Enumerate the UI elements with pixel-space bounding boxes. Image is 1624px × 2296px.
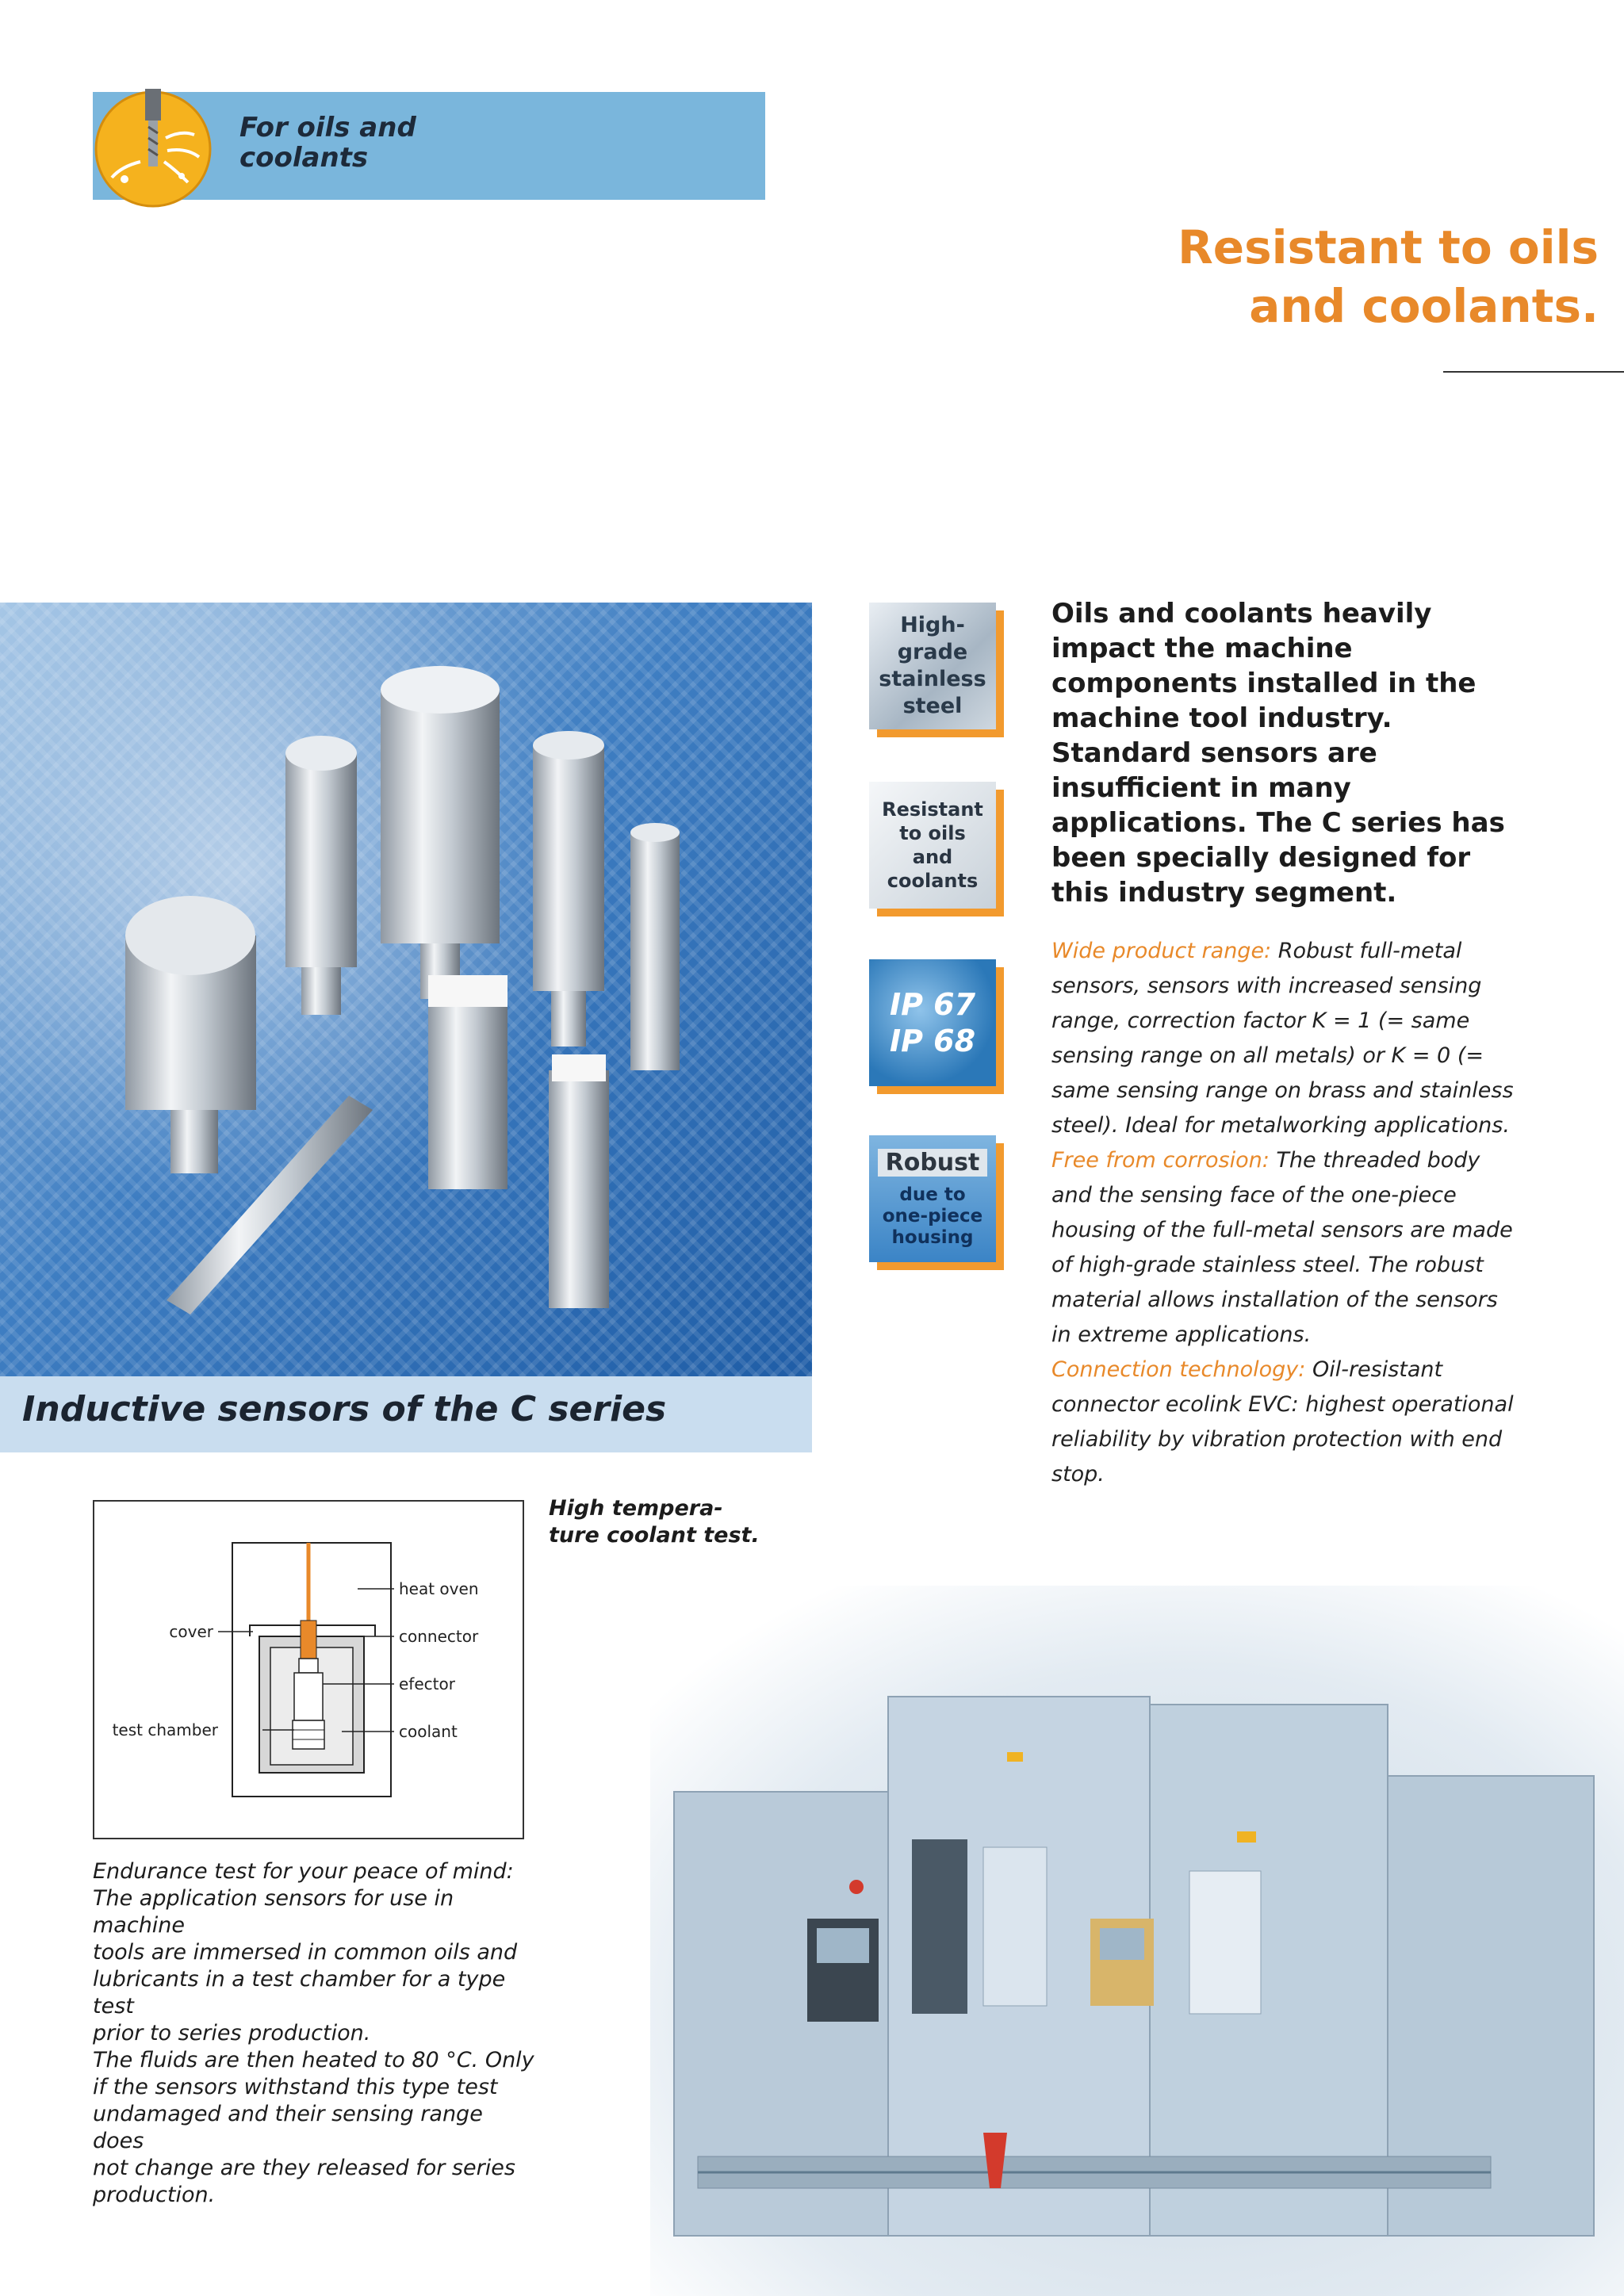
endurance-line: The fluids are then heated to 80 °C. Only <box>93 2048 534 2072</box>
badge-face <box>869 959 996 1086</box>
title-line-1: Resistant to oils <box>1178 220 1599 274</box>
badge-face <box>869 1135 996 1262</box>
endurance-line: tools are immersed in common oils and <box>93 1940 518 1965</box>
diagram-caption-line: High tempera- <box>549 1496 723 1521</box>
label-coolant: coolant <box>399 1722 458 1741</box>
diagram-caption <box>549 1495 787 1549</box>
endurance-line: undamaged and their sensing range does <box>93 2102 483 2153</box>
label-cover: cover <box>169 1622 213 1641</box>
intro-paragraph: Oils and coolants heavily impact the machine components installed in the machine tool industry. Standard sensors are insufficient in many applications. The C series has been specially designed for this industry segment. <box>1051 598 1505 909</box>
badge-face <box>869 782 996 909</box>
badge-text: Resistant <box>882 798 983 821</box>
badge-text: stainless <box>879 667 986 691</box>
drill-coolant-icon <box>93 82 213 209</box>
features-text <box>1051 934 1519 1492</box>
badge-text: IP 68 <box>889 1024 976 1058</box>
page-title <box>885 218 1599 335</box>
badge-text: steel <box>902 694 963 718</box>
diagram-caption-line: ture coolant test. <box>549 1523 760 1548</box>
badge-face <box>869 603 996 729</box>
badge-text: housing <box>891 1227 974 1248</box>
diagram-drawing <box>94 1502 526 1841</box>
feature-label: Wide product range: <box>1051 939 1272 963</box>
badge-text: grade <box>897 640 968 664</box>
badge-text: due to <box>899 1184 966 1205</box>
label-heat-oven: heat oven <box>399 1579 479 1598</box>
endurance-line: if the sensors withstand this type test <box>93 2075 498 2099</box>
feature-text: The threaded body and the sensing face of the one-piece housing of the full-metal sensors are made of high-grade stainless steel. The robust material allows installation of the sensors in extreme applications. <box>1051 1148 1513 1347</box>
ip-rating-badge <box>869 959 996 1086</box>
label-connector: connector <box>399 1627 479 1646</box>
resistant-badge <box>869 782 996 909</box>
label-test-chamber: test chamber <box>112 1720 218 1739</box>
feature-label: Free from corrosion: <box>1051 1148 1270 1173</box>
sensors-illustration <box>0 603 812 1376</box>
endurance-text <box>93 1858 537 2209</box>
banner-line-1: For oils and <box>239 112 416 144</box>
badge-title: Robust <box>878 1149 988 1177</box>
feature-text: Oil-resistant connector ecolink EVC: highest operational reliability by vibration protection with end stop. <box>1051 1357 1514 1487</box>
badge-text: High- <box>900 613 965 637</box>
banner-text <box>239 113 636 173</box>
title-rule <box>1443 371 1624 373</box>
label-efector: efector <box>399 1674 455 1693</box>
badge-text: one-piece <box>882 1206 983 1226</box>
machine-tool-photo <box>650 1586 1624 2296</box>
endurance-line: prior to series production. <box>93 2021 371 2045</box>
endurance-line: production. <box>93 2183 216 2207</box>
badge-text: to oils <box>899 822 966 844</box>
title-line-2: and coolants. <box>1249 279 1599 333</box>
badge-text: coolants <box>887 870 979 892</box>
endurance-line: The application sensors for use in machine <box>93 1886 454 1938</box>
coolant-test-diagram <box>93 1500 524 1839</box>
endurance-line: lubricants in a test chamber for a type test <box>93 1967 506 2019</box>
feature-label: Connection technology: <box>1051 1357 1306 1382</box>
robust-badge <box>869 1135 996 1262</box>
photo-caption: Inductive sensors of the C series <box>22 1389 667 1429</box>
banner-line-2: coolants <box>239 142 369 174</box>
badge-text: and <box>912 846 953 868</box>
endurance-line: Endurance test for your peace of mind: <box>93 1859 514 1884</box>
stainless-steel-badge <box>869 603 996 729</box>
endurance-line: not change are they released for series <box>93 2156 515 2180</box>
feature-text: Robust full-metal sensors, sensors with increased sensing range, correction factor K = 1 (= same sensing range on all metals) or K = 0 (= same sensing range on brass and stainless steel). Ideal for metalworking applications. <box>1051 939 1514 1138</box>
sensors-photo <box>0 603 812 1376</box>
badge-text: IP 67 <box>889 987 976 1022</box>
